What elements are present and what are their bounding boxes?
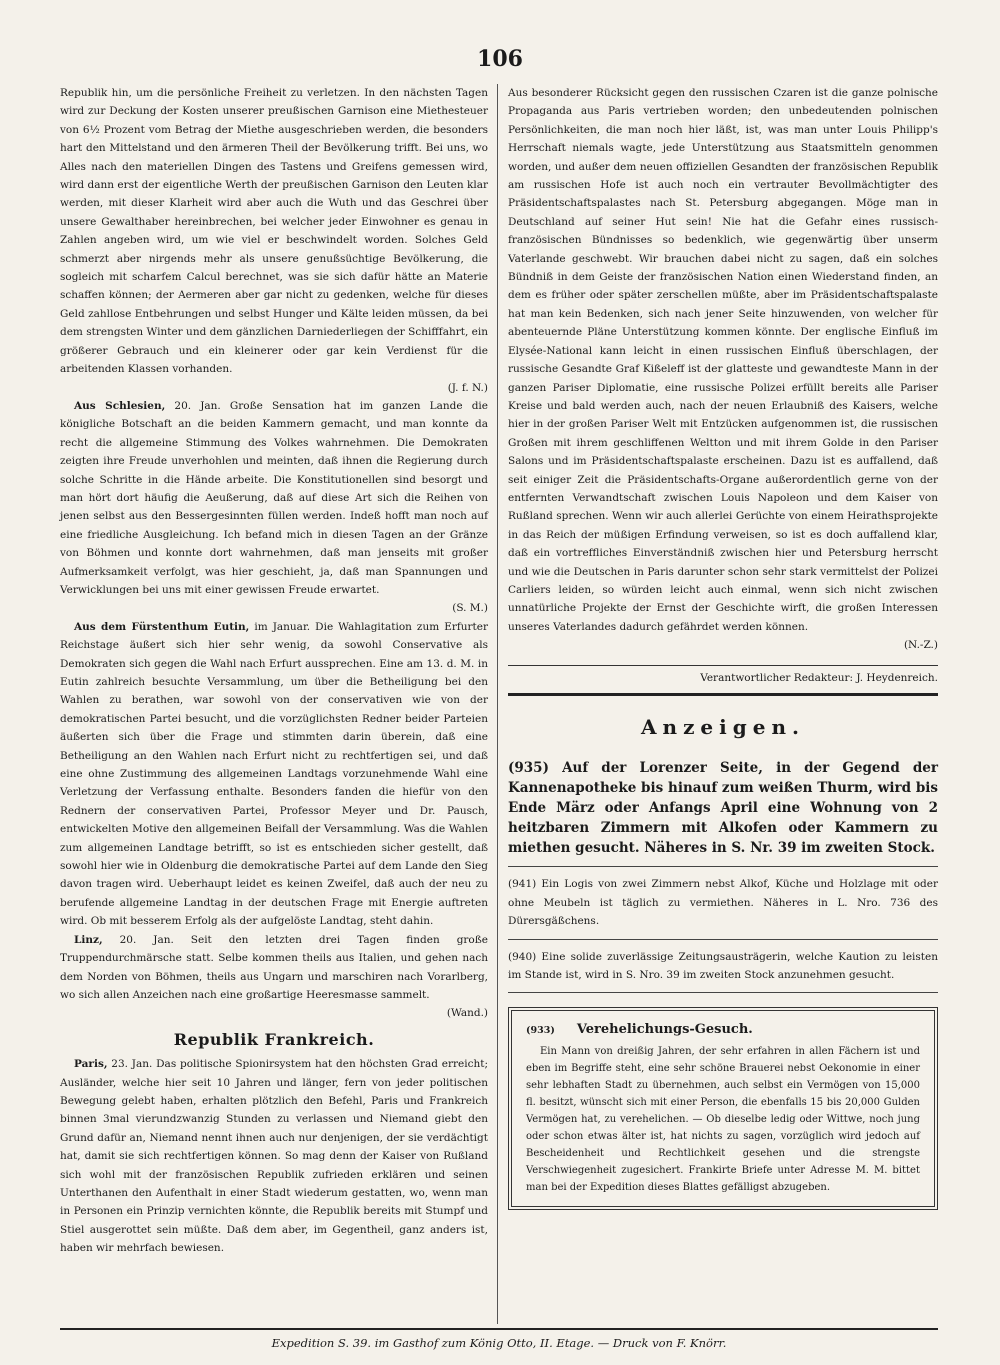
ad-text: Ein Logis von zwei Zimmern nebst Alkof, Küche und Holzlage mit oder ohne Meubeln ist täglich zu vermiethen. Näheres in L. Nro. 736 des Dürersgäßchens. <box>508 878 938 928</box>
section-heading: Republik Frankreich. <box>173 1029 375 1049</box>
ad-935 <box>508 750 938 867</box>
page-number: 106 <box>477 46 523 72</box>
article-linz <box>60 931 488 1023</box>
ad-number: (940) <box>508 950 537 963</box>
ad-940 <box>508 940 938 994</box>
article-text: im Januar. Die Wahlagitation zum Erfurter Reichstage äußert sich hier sehr wenig, da sowohl Conservative als Demokraten sich gegen die Wahl nach Erfurt aussprechen. Eine am 13. d. M. in Eutin zahlreich besuchte Versammlung, um über die Betheiligung bei den Wahlen zu berathen, war sowohl von der conservativen wie von der demokratischen Partei besucht, und die vorzüglichsten Redner beider Parteien äußerten sich über die Frage und stimmten darin überein, daß eine Betheiligung an den Wahlen nach Erfurt nicht zu rechtfertigen sei, und daß eine ohne Zustimmung des allgemeinen Landtags vorzunehmende Wahl eine Verletzung der Verfassung enthalte. Besonders fanden die hiefür von den Rednern der conservativen Partei, Professor Meyer und Dr. Pausch, entwickelten Motive den allgemeinen Beifall der Versammlung. Was die Wahlen zum allgemeinen Landtage betrifft, so ist es entschieden sicher gestellt, daß sowohl hier wie in Oldenburg die demokratische Partei auf dem Lande den Sieg davon tragen wird. Ueberhaupt leidet es keinen Zweifel, daß auch der neu zu berufende allgemeine Landtag in der deutschen Frage mit Energie auftreten wird. Ob mit besserem Erfolg als der aufgelöste Landtag, steht dahin. <box>60 620 489 928</box>
right-column <box>508 84 938 1210</box>
article-text: Aus besonderer Rücksicht gegen den russischen Czaren ist die ganze polnische Propaganda aus Paris vertrieben worden; den unbedeutenden polnischen Persönlichkeiten, die man noch hier läßt, ist, was man unter Louis Philipp's Herrschaft niemals wagte, jede Unterstützung aus Staatsmitteln genommen worden, und außer dem neuen offiziellen Gesandten der französischen Republik am russischen Hofe ist auch noch ein vertrauter Bevollmächtigter des Präsidentschaftspalastes nach St. Petersburg abgegangen. Möge man in Deutschland auf seiner Hut sein! Nie hat die Gefahr eines russisch-französischen Bündnisses so bedenklich, wie gegenwärtig über unserm Vaterlande geschwebt. Wir brauchen dabei nicht zu sagen, daß ein solches Bündniß in dem Geiste der französischen Nation einen Wiederstand finden, an dem es früher oder später zerschellen müßte, aber im Präsidentschaftspalaste hat man kein Bedenken, sich nach jener Seite hinzuwenden, von welcher für abenteuernde Pläne Unterstützung kommen könnte. Der englische Einfluß im Elysée-National kann leicht in einen russischen Einfluß überschlagen, der russische Gesandte Graf Kißeleff ist der glatteste und gewandteste Mann in der ganzen Pariser Diplomatie, eine russische Polizei erfüllt bereits alle Pariser Kreise und bald werden auch, nach der neuen Erlaubniß des Kaisers, welche hier in der großen Pariser Welt mit Entzücken aufgenommen ist, die russischen Großen mit ihrem geschliffenen Weltton und mit ihrem Golde in den Pariser Salons und im Präsidentschaftspalaste erscheinen. Dazu ist es auffallend, daß seit einiger Zeit die Präsidentschafts-Organe außerordentlich gerne von der entfernten Verwandtschaft zwischen Louis Napoleon und dem Kaiser von Rußland sprechen. Wenn wir auch allerlei Gerüchte von einem Heirathsprojekte in das Reich der müßigen Erfindung verweisen, so ist es doch auffallend klar, daß ein vortreffliches Einverständniß zwischen hier und Petersburg herrscht und wie die Deutschen in Paris darunter schon sehr stark vermittelst der Polizei Carliers leiden, so würden leicht auch einmal, wenn sich nicht zwischen unnatürliche Projekte der Ernst der Geschichte wirft, die großen Interessen unseres Vaterlandes dadurch gefährdet werden können. <box>508 87 938 633</box>
ad-text: Eine solide zuverlässige Zeitungsausträgerin, welche Kaution zu leisten im Stande ist, wird in S. Nro. 39 im zweiten Stock anzunehmen gesucht. <box>508 950 938 982</box>
ad-heading: Verehelichungs-Gesuch. <box>576 1022 753 1038</box>
article-schlesien <box>60 397 488 618</box>
imprint-footer: Expedition S. 39. im Gasthof zum König Otto, II. Etage. — Druck von F. Knörr. <box>60 1328 938 1350</box>
left-column <box>60 84 488 1258</box>
dateline: Aus Schlesien, <box>74 399 166 412</box>
column-divider <box>497 84 498 1324</box>
dateline: Aus dem Fürstenthum Eutin, <box>74 620 250 633</box>
editor-credit: Verantwortlicher Redakteur: J. Heydenreich. <box>508 665 938 696</box>
ad-title <box>526 1021 920 1039</box>
article-text: 23. Jan. Das politische Spionirsystem hat den höchsten Grad erreicht; Ausländer, welche hier seit 10 Jahren und länger, fern von jeder politischen Bewegung gelebt haben, erhalten plötzlich den Befehl, Paris und Frankreich binnen 3mal vierundzwanzig Stunden zu verlassen und Niemand giebt den Grund dafür an, Niemand nennt ihnen auch nur denjenigen, der sie verdächtigt hat, damit sie sich rechtfertigen können. So mag denn der Kaiser von Rußland sich wohl mit der französischen Republik zufrieden erklären und seinen Unterthanen den Aufenthalt in einer Stadt wiederum gestatten, wo, wenn man in Personen ein Prinzip vernichten könnte, die Republik bereits mit Stumpf und Stiel ausgerottet sein müßte. Daß dem aber, im Gegentheil, ganz anders ist, haben wir mehrfach bewiesen. <box>60 1058 488 1255</box>
article-source: (Wand.) <box>446 1007 488 1020</box>
dateline: Linz, <box>74 933 103 946</box>
article-text: Republik hin, um die persönliche Freiheit zu verletzen. In den nächsten Tagen wird zur Deckung der Kosten unserer preußischen Garnison eine Miethesteuer von 6½ Prozent vom Betrag der Miethe ausgeschrieben werden, die besonders hart den Mittelstand und den ärmeren Theil der Bevölkerung trifft. Bei uns, wo Alles nach den materiellen Dingen des Tastens und Greifens gemessen wird, wird dann erst der eigentliche Werth der preußischen Garnison den Leuten klar werden, mit dieser Klarheit wird aber auch die Wuth und das Geschrei über unsere Gewalthaber hereinbrechen, bei welcher jeder Einwohner es genau in Zahlen angeben wird, um wie viel er beschwindelt worden. Solches Geld schmerzt aber nirgends mehr als unsere genußsüchtige Bevölkerung, die sogleich mit scharfem Calcul berechnet, was sie sich dafür hätte an Materie schaffen können; der Aermeren aber gar nicht zu gedenken, welche für dieses Geld zahllose Entbehrungen und selbst Hunger und Kälte leiden müssen, da bei dem strengsten Winter und dem gänzlichen Darniederliegen der Schifffahrt, ein größerer Gebrauch und ein kleinerer oder gar kein Verdienst für die arbeitenden Klassen vorhanden. <box>60 87 488 376</box>
ad-941 <box>508 867 938 939</box>
article-source: (J. f. N.) <box>447 381 488 394</box>
article-paragraph <box>508 84 938 655</box>
ad-number: (941) <box>508 878 537 891</box>
ads-heading: Anzeigen. <box>641 715 805 739</box>
article-eutin <box>60 618 488 931</box>
dateline: Paris, <box>74 1058 108 1071</box>
ad-933-framed <box>508 1007 938 1210</box>
ad-text: Ein Mann von dreißig Jahren, der sehr erfahren in allen Fächern ist und eben im Begriffe steht, eine sehr schöne Brauerei nebst Oekonomie in einer sehr lebhaften Stadt zu übernehmen, auch selbst ein Vermögen von 15,000 fl. besitzt, wünscht sich mit einer Person, die ebenfalls 15 bis 20,000 Gulden Vermögen hat, zu verehelichen. — Ob dieselbe ledig oder Wittwe, noch jung oder schon etwas älter ist, hat nichts zu sagen, vorzüglich wird jedoch auf Bescheidenheit und Rechtlichkeit gesehen und die strengste Verschwiegenheit zugesichert. Frankirte Briefe unter Adresse M. M. bittet man bei der Expedition dieses Blattes gefälligst abzugeben. <box>526 1046 920 1194</box>
article-paragraph <box>60 84 488 397</box>
article-source: (N.-Z.) <box>903 639 938 652</box>
article-source: (S. M.) <box>452 602 488 615</box>
ad-text: Auf der Lorenzer Seite, in der Gegend der Kannenapotheke bis hinauf zum weißen Thurm, wird bis Ende März oder Anfangs April eine Wohnung von 2 heitzbaren Zimmern mit Alkofen oder Kammern zu miethen gesucht. Näheres in S. Nr. 39 im zweiten Stock. <box>508 760 938 857</box>
article-text: 20. Jan. Große Sensation hat im ganzen Lande die königliche Botschaft an die beiden Kammern gemacht, und man konnte da recht die allgemeine Stimmung des Volkes wahrnehmen. Die Demokraten zeigten ihre Freude unverhohlen und meinten, daß ihnen die Regierung durch solche Schritte in die Hände arbeite. Die Konstitutionellen sind besorgt und man hört dort häufig die Aeußerung, daß auf diese Art sich die Reihen von jenen selbst aus den Bessergesinnten füllen werden. Indeß hofft man noch auf eine friedliche Ausgleichung. Ich befand mich in diesen Tagen an der Gränze von Böhmen und konnte dort wahrnehmen, daß man jenseits mit großer Aufmerksamkeit verfolgt, was hier geschieht, ja, daß man Spannungen und Verwicklungen bei uns mit einer gewissen Freude erwartet. <box>60 399 489 596</box>
article-text: 20. Jan. Seit den letzten drei Tagen finden große Truppendurchmärsche statt. Selbe kommen theils aus Italien, und gehen nach dem Norden von Böhmen, theils aus Ungarn und marschiren nach Vorarlberg, wo sich allen Anzeichen nach eine großartige Heeresmasse sammelt. <box>60 933 488 1001</box>
ad-number: (935) <box>508 760 549 777</box>
article-paris <box>60 1055 488 1257</box>
ad-number: (933) <box>526 1025 555 1037</box>
